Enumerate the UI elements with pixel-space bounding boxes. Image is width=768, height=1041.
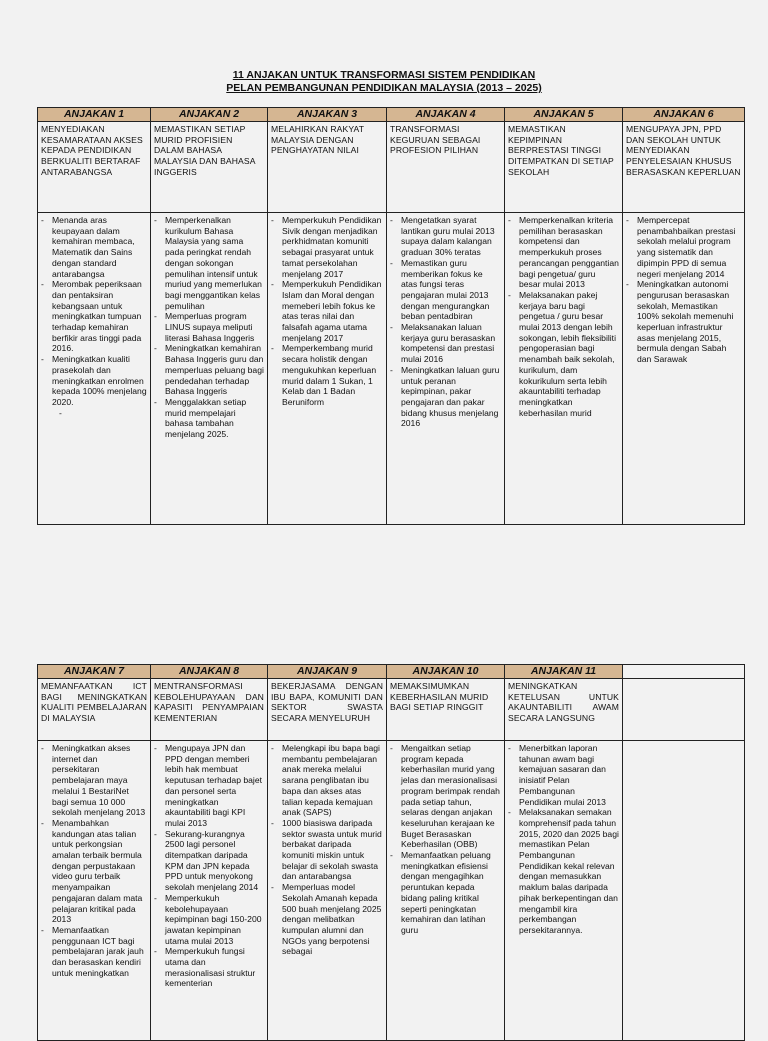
items-row <box>38 213 745 525</box>
list-item: - Memastikan guru memberikan fokus ke atas fungsi teras pengajaran mulai 2013 dengan mengurangkan beban pentadbiran <box>390 258 501 322</box>
list-item: - Meningkatkan laluan guru untuk peranan kepimpinan, pakar pengajaran dan pakar bidang khusus menjelang 2016 <box>390 365 501 429</box>
item-list <box>271 743 383 957</box>
anjakan-2-items <box>151 213 268 525</box>
anjakan-7-goal: MEMANFAATKAN ICT BAGI MENINGKATKAN KUALITI PEMBELAJARAN DI MALAYSIA <box>38 679 151 741</box>
title-line-1: 11 ANJAKAN UNTUK TRANSFORMASI SISTEM PENDIDIKAN <box>232 69 536 81</box>
anjakan-7-header: ANJAKAN 7 <box>38 665 151 679</box>
anjakan-8-goal: MENTRANSFORMASI KEBOLEHUPAYAAN DAN KAPASITI PENYAMPAIAN KEMENTERIAN <box>151 679 268 741</box>
item-list <box>508 743 619 936</box>
list-item: - Mempercepat penambahbaikan prestasi sekolah melalui program yang sistematik dan dipimpin PPD di semua negeri menjelang 2014 <box>626 215 741 279</box>
trailing-dash: - <box>59 407 62 418</box>
anjakan-8-items <box>151 741 268 1041</box>
list-item: - Sekurang-kurangnya 2500 lagi personel ditempatkan daripada KPM dan JPN kepada PPD untuk menyokong sekolah menjelang 2014 <box>154 829 264 893</box>
anjakan-1-items <box>38 213 151 525</box>
list-item: - Mengetatkan syarat lantikan guru mulai 2013 supaya dalam kalangan graduan 30% teratas <box>390 215 501 258</box>
anjakan-4-items <box>387 213 505 525</box>
list-item: - Memperluas program LINUS supaya meliputi literasi Bahasa Inggeris <box>154 311 264 343</box>
list-item: - Melengkapi ibu bapa bagi membantu pembelajaran anak mereka melalui sarana penglibatan ibu bapa dan akses atas talian kepada kemajuan anak (SAPS) <box>271 743 383 818</box>
anjakan-3-items <box>268 213 387 525</box>
anjakan-table-1 <box>37 107 745 525</box>
anjakan-9-items <box>268 741 387 1041</box>
list-item: - Meningkatkan kualiti prasekolah dan meningkatkan enrolmen kepada 100% menjelang 2020. <box>41 354 147 408</box>
item-list <box>154 215 264 440</box>
goal-row <box>38 679 745 741</box>
list-item: - Menggalakkan setiap murid mempelajari bahasa tambahan menjelang 2025. <box>154 397 264 440</box>
list-item: - Melaksanakan semakan komprehensif pada tahun 2015, 2020 dan 2025 bagi memastikan Pelan Pembangunan Pendidikan kekal relevan dengan memasukkan maklum balas daripada pihak berkepentingan dan mengambil kira perkembangan persekitarannya. <box>508 807 619 935</box>
list-item: - Melaksanakan pakej kerjaya baru bagi pengetua / guru besar mulai 2013 dengan lebih sokongan, lebih fleksibiliti pengoperasian bagi menambah baik sekolah, kurikulum, dam kokurikulum serta lebih akauntabiliti terhadap meningkatkan keberhasilan murid <box>508 290 619 418</box>
anjakan-11-header: ANJAKAN 11 <box>505 665 623 679</box>
goal-row <box>38 122 745 213</box>
list-item: - Meningkatkan kemahiran Bahasa Inggeris guru dan memperluas peluang bagi pendedahan terhadap Bahasa Inggeris <box>154 343 264 397</box>
anjakan-4-goal: TRANSFORMASI KEGURUAN SEBAGAI PROFESION PILIHAN <box>387 122 505 213</box>
anjakan-10-items <box>387 741 505 1041</box>
anjakan-2-header: ANJAKAN 2 <box>151 108 268 122</box>
list-item: - Memanfaatkan peluang meningkatkan efisiensi dengan mengagihkan peruntukan kepada bidang paling kritikal seperti peningkatan kemahiran dan latihan guru <box>390 850 501 936</box>
anjakan-10-goal: MEMAKSIMUMKAN KEBERHASILAN MURID BAGI SETIAP RINGGIT <box>387 679 505 741</box>
title-line-2: PELAN PEMBANGUNAN PENDIDIKAN MALAYSIA (2013 – 2025) <box>226 82 542 94</box>
list-item: - Memperkukuh Pendidikan Islam dan Moral dengan memeberi lebih fokus ke atas teras nilai dan falsafah agama utama menjelang 2017 <box>271 279 383 343</box>
anjakan-8-header: ANJAKAN 8 <box>151 665 268 679</box>
anjakan-7-items <box>38 741 151 1041</box>
list-item: - Melaksanakan laluan kerjaya guru berasaskan kompetensi dan prestasi mulai 2016 <box>390 322 501 365</box>
list-item: - Memperkukuh Pendidikan Sivik dengan menjadikan perkhidmatan komuniti sebagai prasyarat untuk tamat persekolahan menjelang 2017 <box>271 215 383 279</box>
empty-items <box>623 741 745 1041</box>
document-title <box>0 69 768 95</box>
list-item: - Merombak peperiksaan dan pentaksiran kebangsaan untuk meningkatkan tumpuan terhadap kemahiran berfikir aras tinggi pada 2016. <box>41 279 147 354</box>
anjakan-9-goal: BEKERJASAMA DENGAN IBU BAPA, KOMUNITI DAN SEKTOR SWASTA SECARA MENYELURUH <box>268 679 387 741</box>
anjakan-10-header: ANJAKAN 10 <box>387 665 505 679</box>
anjakan-2-goal: MEMASTIKAN SETIAP MURID PROFISIEN DALAM BAHASA MALAYSIA DAN BAHASA INGGERIS <box>151 122 268 213</box>
list-item: - Memperkenalkan kriteria pemilihan berasaskan kompetensi dan memperkukuh proses perancangan penggantian bagi pengetua/ guru besar mulai 2013 <box>508 215 619 290</box>
anjakan-1-header: ANJAKAN 1 <box>38 108 151 122</box>
list-item: - Menambahkan kandungan atas talian untuk perkongsian amalan terbaik bermula dengan perpustakaan video guru terbaik menyampaikan pengajaran dalam mata pelajaran kritikal pada 2013 <box>41 818 147 925</box>
list-item: - Memperkembang murid secara holistik dengan mengukuhkan keperluan murid dalam 1 Sukan, 1 Kelab dan 1 Badan Beruniform <box>271 343 383 407</box>
empty-goal <box>623 679 745 741</box>
list-item: - Memperkukuh kebolehupayaan kepimpinan bagi 150-200 jawatan kepimpinan utama mulai 2013 <box>154 893 264 947</box>
list-item: - Menanda aras keupayaan dalam kemahiran membaca, Matematik dan Sains dengan standard antarabangsa <box>41 215 147 279</box>
list-item: - Mengaitkan setiap program kepada keberhasilan murid yang jelas dan merasionalisasi program berimpak rendah pada setiap tahun, selaras dengan anjakan keseluruhan kerajaan ke Buget Berasaskan Keberhasilan (OBB) <box>390 743 501 850</box>
item-list <box>508 215 619 418</box>
list-item: - Meningkatkan akses internet dan persekitaran pembelajaran maya melalui 1 BestariNet bagi semua 10 000 sekolah menjelang 2013 <box>41 743 147 818</box>
anjakan-6-items <box>623 213 745 525</box>
item-list <box>41 215 147 408</box>
anjakan-11-items <box>505 741 623 1041</box>
header-row <box>38 108 745 122</box>
list-item: - 1000 biasiswa daripada sektor swasta untuk murid berbakat daripada komuniti miskin untuk belajar di sekolah swasta dan antarabangsa <box>271 818 383 882</box>
list-item: - Memperluas model Sekolah Amanah kepada 500 buah menjelang 2025 dengan melibatkan kumpulan alumni dan NGOs yang berpotensi sebagai <box>271 882 383 957</box>
item-list <box>41 743 147 978</box>
item-list <box>626 215 741 365</box>
anjakan-3-header: ANJAKAN 3 <box>268 108 387 122</box>
items-row <box>38 741 745 1041</box>
empty-header <box>623 665 745 679</box>
item-list <box>390 215 501 429</box>
anjakan-5-items <box>505 213 623 525</box>
list-item: - Memperkenalkan kurikulum Bahasa Malaysia yang sama pada peringkat rendah dengan sokongan pemulihan intensif untuk muriud yang memerlukan bagi menggantikan kelas pemulihan <box>154 215 264 311</box>
anjakan-1-goal: MENYEDIAKAN KESAMARATAAN AKSES KEPADA PENDIDIKAN BERKUALITI BERTARAF ANTARABANGSA <box>38 122 151 213</box>
anjakan-4-header: ANJAKAN 4 <box>387 108 505 122</box>
anjakan-table-2 <box>37 664 745 1041</box>
list-item: - Meningkatkan autonomi pengurusan berasaskan sekolah, Memastikan 100% sekolah memenuhi keperluan infrastruktur asas menjelang 2015, bermula dengan Sabah dan Sarawak <box>626 279 741 365</box>
anjakan-3-goal: MELAHIRKAN RAKYAT MALAYSIA DENGAN PENGHAYATAN NILAI <box>268 122 387 213</box>
anjakan-11-goal: MENINGKATKAN KETELUSAN UNTUK AKAUNTABILITI AWAM SECARA LANGSUNG <box>505 679 623 741</box>
item-list <box>390 743 501 936</box>
list-item: - Menerbitkan laporan tahunan awam bagi kemajuan sasaran dan inisiatif Pelan Pembangunan Pendidikan mulai 2013 <box>508 743 619 807</box>
list-item: - Memanfaatkan penggunaan ICT bagi pembelajaran jarak jauh dan berasaskan kendiri untuk meningkatkan <box>41 925 147 979</box>
anjakan-6-goal: MENGUPAYA JPN, PPD DAN SEKOLAH UNTUK MENYEDIAKAN PENYELESAIAN KHUSUS BERASASKAN KEPERLUAN <box>623 122 745 213</box>
list-item: - Mengupaya JPN dan PPD dengan memberi lebih hak membuat keputusan terhadap bajet dan personel serta meningkatkan akauntabiliti bagi KPI mulai 2013 <box>154 743 264 829</box>
header-row <box>38 665 745 679</box>
list-item: - Memperkukuh fungsi utama dan merasionalisasi struktur kementerian <box>154 946 264 989</box>
item-list <box>154 743 264 989</box>
anjakan-5-goal: MEMASTIKAN KEPIMPINAN BERPRESTASI TINGGI DITEMPATKAN DI SETIAP SEKOLAH <box>505 122 623 213</box>
anjakan-9-header: ANJAKAN 9 <box>268 665 387 679</box>
anjakan-5-header: ANJAKAN 5 <box>505 108 623 122</box>
anjakan-6-header: ANJAKAN 6 <box>623 108 745 122</box>
item-list <box>271 215 383 408</box>
